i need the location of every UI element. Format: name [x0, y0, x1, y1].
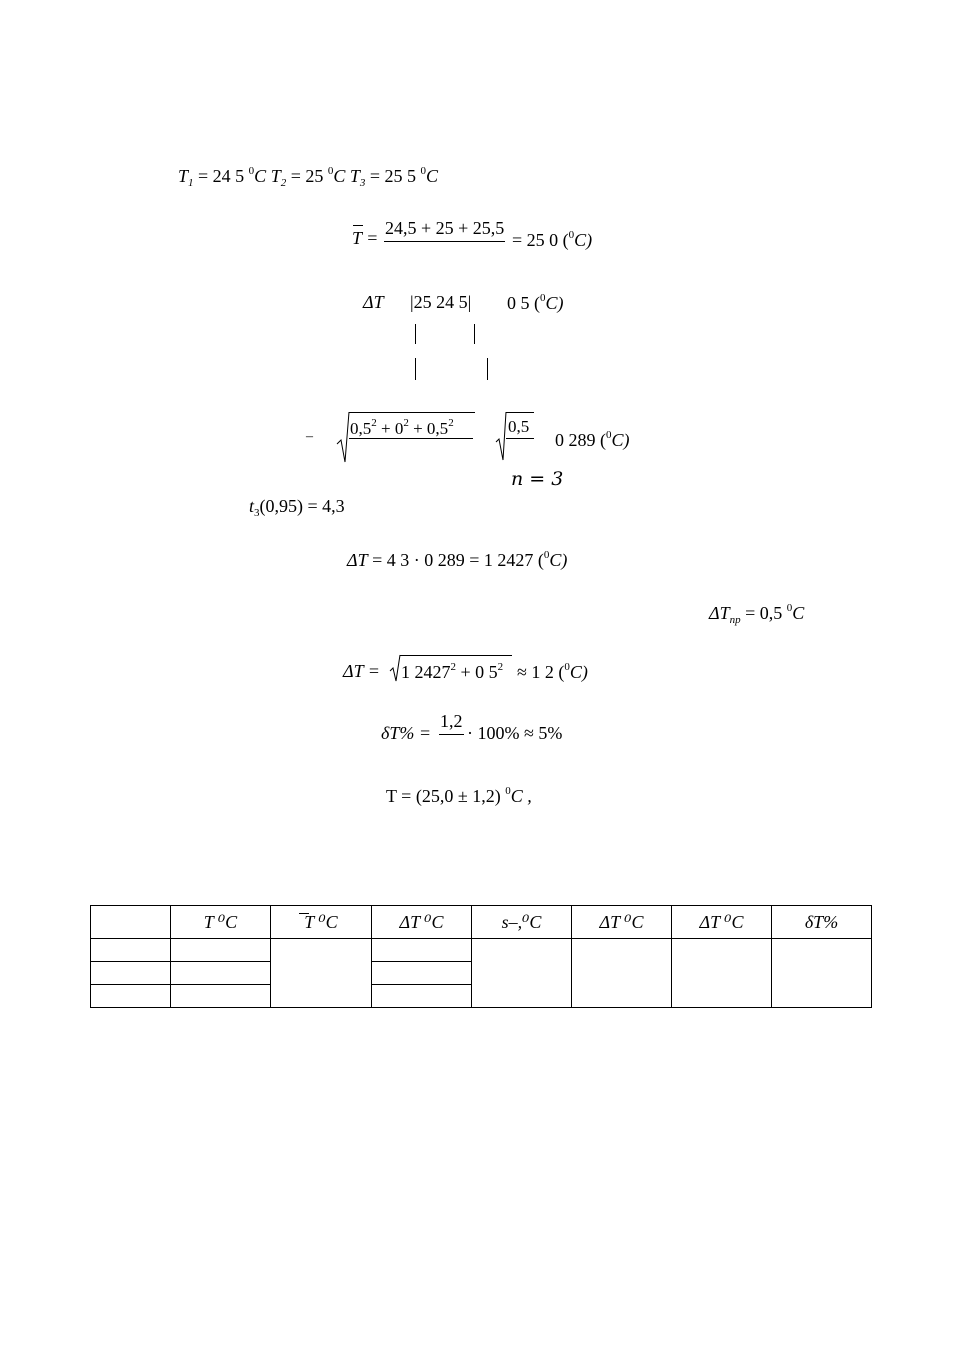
unit-c: C [426, 166, 439, 186]
final-result: T = (25,0 ± 1,2) $^0$C , [386, 785, 532, 806]
deviation-result: 0 5 ($^0$C) [507, 292, 564, 313]
t1-value: = 24 5 [198, 166, 245, 186]
col-header-temperature: T ⁰C [171, 906, 271, 939]
relative-error-numerator: 1,2 [439, 711, 464, 735]
unit-c: C [254, 166, 267, 186]
header-mean-overbar [299, 913, 309, 914]
col-header-relative-error: δT% [772, 906, 872, 939]
abs-bar-left-2 [415, 358, 416, 380]
table-cell [372, 962, 472, 985]
unit-c: C [333, 166, 346, 186]
table-header-row [91, 906, 872, 939]
relative-error-rest: · 100% ≈ 5% [467, 723, 563, 743]
t3-subscript: 3 [359, 177, 366, 189]
col-header-random-error: ΔT ⁰C [572, 906, 672, 939]
sqrt-bar-1 [349, 412, 475, 413]
std-fraction-line-2 [506, 438, 534, 439]
total-error-lhs: ΔT = [343, 661, 380, 681]
std-result: 0 289 ($^0$C) [555, 429, 630, 450]
mean-numerator: 24,5 + 25 + 25,5 [384, 218, 505, 242]
mean-result: = 25 0 ($^0$C) [512, 229, 593, 250]
t2-symbol: T [270, 166, 281, 186]
col-header-total-error: ΔT ⁰C [672, 906, 772, 939]
col-header-mean: T ⁰C [271, 906, 372, 939]
student-coefficient: $t_3(0,95) = 4,3$ [249, 496, 345, 519]
n-note: n = 3 [511, 468, 564, 490]
table-cell [372, 985, 472, 1008]
table-cell [572, 939, 672, 1008]
t3-value: = 25 5 [369, 166, 417, 186]
table-cell [91, 939, 171, 962]
std-radicand: $0,5^2 + 0^2 + 0,5^2$ [350, 417, 454, 438]
random-error: ΔT = 4 3 · 0 289 = 1 2427 ($^0$C) [347, 549, 568, 570]
deviation-lhs: ΔT [363, 292, 384, 312]
t3-symbol: T [349, 166, 360, 186]
t1-subscript: 1 [188, 177, 194, 189]
sqrt-sign-1 [336, 410, 350, 464]
total-error-result: ≈ 1 2 ($^0$C) [517, 661, 588, 682]
abs-bar-left-1 [415, 324, 416, 344]
table-cell [672, 939, 772, 1008]
abs-bar-right-1 [474, 324, 475, 344]
sqrt-sign-3 [389, 653, 401, 683]
table-cell [772, 939, 872, 1008]
mean-lhs: T = [352, 228, 379, 248]
degree-mark: 0 [248, 165, 255, 177]
t2-value: = 25 [290, 166, 324, 186]
relative-error-lhs: δT% = [381, 723, 432, 743]
t2-subscript: 2 [280, 177, 287, 189]
table-cell [91, 962, 171, 985]
col-header-deviation: ΔT ⁰C [372, 906, 472, 939]
sqrt-bar-2 [506, 412, 534, 413]
total-error-radicand: 1 2427$^2$ + 0 $5^2$ [401, 661, 504, 682]
table-cell [171, 962, 271, 985]
col-header-index [91, 906, 171, 939]
table-cell [171, 939, 271, 962]
degree-mark: 0 [420, 165, 427, 177]
std-dash: – [306, 429, 313, 444]
relative-error-fraction [439, 711, 464, 735]
table-row [91, 939, 872, 962]
results-table [90, 905, 872, 1008]
sqrt-bar-3 [400, 655, 512, 656]
measurements-line [178, 166, 438, 189]
instrument-error: $\Delta T_{пр} = 0,5$ $^0$C [709, 602, 805, 626]
std-second-radicand: 0,5 [508, 417, 530, 436]
mean-fraction [384, 218, 505, 242]
table-cell [271, 939, 372, 1008]
sqrt-sign-2 [495, 410, 507, 462]
table-cell [91, 985, 171, 1008]
table-cell [372, 939, 472, 962]
abs-bar-right-2 [487, 358, 488, 380]
table-cell [171, 985, 271, 1008]
col-header-std: s–,⁰C [472, 906, 572, 939]
deviation-abs: |25 24 5| [410, 292, 472, 312]
std-fraction-line-1 [349, 438, 473, 439]
t1-symbol: T [178, 166, 189, 186]
degree-mark: 0 [327, 165, 334, 177]
table-cell [472, 939, 572, 1008]
mean-overbar [353, 225, 363, 226]
